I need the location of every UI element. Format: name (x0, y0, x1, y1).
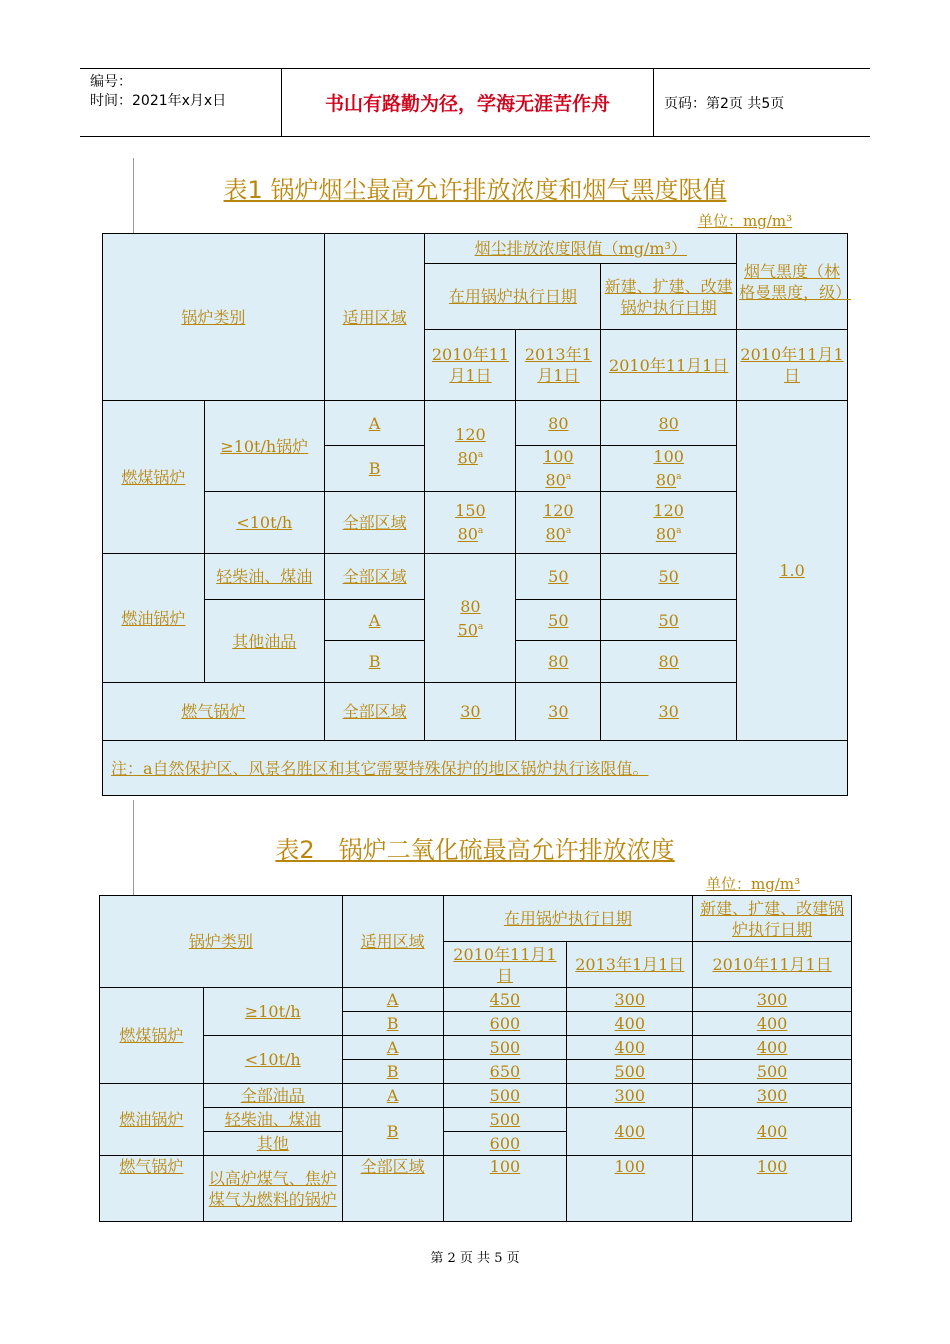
t1-cell: 80 (516, 401, 601, 446)
t2-cell: 500 (693, 1060, 852, 1084)
t2-cell: 300 (693, 1084, 852, 1108)
t1-cell: 80 (516, 641, 601, 683)
t2-lt10: <10t/h (203, 1036, 342, 1084)
t2-zone: B (342, 1060, 443, 1084)
t2-head-d2013: 2013年1月1日 (567, 942, 693, 988)
t2-cell: 100 (443, 1156, 567, 1222)
t2-zone: A (342, 1036, 443, 1060)
t1-head-d2013: 2013年1月1日 (516, 330, 601, 401)
t1-allzone: 全部区域 (324, 554, 425, 600)
t1-note: 注：a自然保护区、风景名胜区和其它需要特殊保护的地区锅炉执行该限值。 (103, 741, 848, 796)
t1-coal: 燃煤锅炉 (103, 401, 205, 554)
t2-cell: 600 (443, 1012, 567, 1036)
t1-light-oil: 轻柴油、煤油 (204, 554, 324, 600)
t1-head-type: 锅炉类别 (103, 234, 325, 401)
t1-head-zone: 适用区域 (324, 234, 425, 401)
t1-zone-a: A (324, 401, 425, 446)
t1-head-d2010b: 2010年11月1日 (601, 330, 737, 401)
table2-title: 表2 锅炉二氧化硫最高允许排放浓度 (275, 836, 675, 864)
t2-head-type: 锅炉类别 (100, 896, 343, 988)
page-header (80, 68, 870, 137)
t2-oil: 燃油锅炉 (100, 1084, 204, 1156)
t2-head-new: 新建、扩建、改建锅炉执行日期 (693, 896, 852, 942)
t2-cell: 500 (443, 1036, 567, 1060)
header-motto: 书山有路勤为径，学海无涯苦作舟 (282, 69, 654, 136)
t2-cell: 300 (567, 988, 693, 1012)
t1-allzone: 全部区域 (324, 492, 425, 554)
t2-cell: 400 (693, 1012, 852, 1036)
t2-cell: 500 (443, 1084, 567, 1108)
t2-light-oil: 轻柴油、煤油 (203, 1108, 342, 1132)
t1-cell: 50 (516, 600, 601, 641)
t1-zone-b: B (324, 641, 425, 683)
t1-head-inuse: 在用锅炉执行日期 (425, 264, 601, 330)
header-page: 页码：第2页 共5页 (664, 95, 785, 112)
t2-cell: 400 (693, 1108, 852, 1156)
header-meta (80, 69, 282, 136)
t1-cell: 50 (516, 554, 601, 600)
t1-cell: 50 (601, 554, 737, 600)
t1-cell: 100 80$^a$ (601, 446, 737, 492)
t2-head-d2010b: 2010年11月1日 (693, 942, 852, 988)
t1-cell: 150 80$^a$ (425, 492, 516, 554)
table1-unit: 单位：mg/m³ (698, 212, 793, 230)
t2-all-oil: 全部油品 (203, 1084, 342, 1108)
table1 (102, 233, 852, 796)
t2-cell: 100 (693, 1156, 852, 1222)
t2-other: 其他 (203, 1132, 342, 1156)
t1-blackness-val: 1.0 (737, 401, 848, 741)
t1-cell: 100 80$^a$ (516, 446, 601, 492)
t2-head-inuse: 在用锅炉执行日期 (443, 896, 693, 942)
t1-ge10: ≥10t/h锅炉 (204, 401, 324, 492)
t2-cell: 500 (567, 1060, 693, 1084)
t2-zone: A (342, 1084, 443, 1108)
t1-cell: 30 (516, 683, 601, 741)
t2-zone: B (342, 1108, 443, 1156)
t1-zone-b: B (324, 446, 425, 492)
t2-cell: 400 (693, 1036, 852, 1060)
t2-zone: B (342, 1012, 443, 1036)
t2-zone: A (342, 988, 443, 1012)
t1-cell: 80 (601, 401, 737, 446)
t2-cell: 450 (443, 988, 567, 1012)
t2-cell: 600 (443, 1132, 567, 1156)
t1-cell: 120 80$^a$ (601, 492, 737, 554)
t1-other-oil: 其他油品 (204, 600, 324, 683)
t2-head-zone: 适用区域 (342, 896, 443, 988)
t2-cell: 300 (567, 1084, 693, 1108)
t1-head-d2010c: 2010年11月1日 (737, 330, 848, 401)
t1-head-blackness: 烟气黑度（林格曼黑度，级） (737, 234, 848, 330)
t2-allzone: 全部区域 (342, 1156, 443, 1222)
t2-gas-desc: 以高炉煤气、焦炉煤气为燃料的锅炉 (203, 1156, 342, 1222)
table2-unit: 单位：mg/m³ (706, 875, 801, 893)
serial-label: 编号： (90, 74, 132, 90)
t1-cell: 120 80$^a$ (425, 401, 516, 492)
t1-allzone: 全部区域 (324, 683, 425, 741)
t1-cell: 80 (601, 641, 737, 683)
t2-cell: 500 (443, 1108, 567, 1132)
t1-gas: 燃气锅炉 (103, 683, 325, 741)
t1-zone-a: A (324, 600, 425, 641)
page-footer: 第 2 页 共 5 页 (430, 1251, 520, 1266)
t1-head-dust: 烟尘排放浓度限值（mg/m³） (425, 234, 737, 264)
t2-gas: 燃气锅炉 (100, 1156, 204, 1222)
t2-ge10: ≥10t/h (203, 988, 342, 1036)
t1-cell: 30 (425, 683, 516, 741)
table2 (99, 895, 852, 1222)
t1-oil: 燃油锅炉 (103, 554, 205, 683)
t2-cell: 400 (567, 1012, 693, 1036)
t1-head-d2010a: 2010年11月1日 (425, 330, 516, 401)
t2-coal: 燃煤锅炉 (100, 988, 204, 1084)
t2-cell: 400 (567, 1036, 693, 1060)
time-label: 时间：2021年x月x日 (90, 93, 227, 109)
t2-cell: 100 (567, 1156, 693, 1222)
t1-cell: 120 80$^a$ (516, 492, 601, 554)
t2-head-d2010a: 2010年11月1日 (443, 942, 567, 988)
t2-cell: 400 (567, 1108, 693, 1156)
t2-cell: 300 (693, 988, 852, 1012)
t1-lt10: <10t/h (204, 492, 324, 554)
t1-head-new: 新建、扩建、改建锅炉执行日期 (601, 264, 737, 330)
t1-cell: 80 50$^a$ (425, 554, 516, 683)
table1-title: 表1 锅炉烟尘最高允许排放浓度和烟气黑度限值 (223, 176, 727, 204)
t1-cell: 30 (601, 683, 737, 741)
t2-cell: 650 (443, 1060, 567, 1084)
t1-cell: 50 (601, 600, 737, 641)
